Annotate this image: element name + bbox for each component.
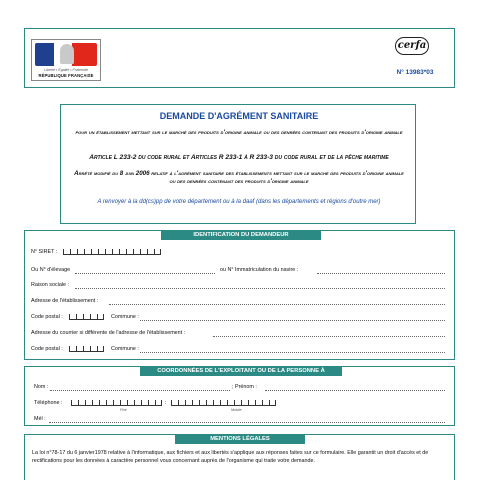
siret-label: N° SIRET : [31, 249, 58, 255]
elevage-input[interactable] [75, 273, 215, 274]
commune-label: Commune : [111, 314, 139, 320]
raison-sociale-label: Raison sociale : [31, 282, 70, 288]
form-subtitle: pour un établissement mettant sur le marché des produits d'origine animale ou des denrées contenant des produits d'origine animale [75, 129, 403, 136]
legal-articles: Article L 233-2 du code rural et Articles R 233-1 à R 233-3 du code rural et de la pêche maritime [89, 154, 389, 161]
form-title: DEMANDE D'AGRÉMENT SANITAIRE [159, 111, 319, 121]
return-instructions: A renvoyer à la dd(cs)pp de votre département ou à la daaf (dans les départements et régions d'outre mer) [97, 199, 381, 205]
adresse-label: Adresse de l'établissement : [31, 298, 99, 304]
identification-header: IDENTIFICATION DU DEMANDEUR [161, 231, 321, 240]
nom-input[interactable] [50, 390, 230, 391]
commune-courrier-label: Commune : [111, 346, 139, 352]
adresse-courrier-input[interactable] [213, 336, 445, 337]
siret-input[interactable] [63, 249, 161, 255]
navire-input[interactable] [317, 273, 445, 274]
legal-text: La loi n°78-17 du 6 janvier1978 relative à l'informatique, aux fichiers et aux libertés s'applique aux réponses faites sur ce formulaire. Elle garantit un droit d'accès et de rectifications pour les données à caractère personnel vous concernant auprès de l'organisme qui traite votre demande. [32, 450, 429, 464]
arrete-reference: Arrêté modifié du 8 juin 2006 relatif à l'agrément sanitaire des établissements mettant sur le marché des produits d'origine animale ou des denrées contenant des produits d'origine animale [74, 170, 404, 185]
prenom-label: ; Prénom : [232, 384, 257, 390]
motto-text: Liberté • Égalité • Fraternité [44, 68, 88, 72]
adresse-courrier-label: Adresse du courrier si différente de l'adresse de l'établissement : [31, 330, 186, 336]
mobile-caption: Mobile [231, 408, 242, 412]
mel-label: Mél : [34, 416, 46, 422]
elevage-label: Ou N° d'élevage [31, 267, 71, 273]
marianne-icon [60, 44, 74, 64]
code-postal-courrier-input[interactable] [69, 346, 104, 352]
coordonnees-header: COORDONNÉES DE L'EXPLOITANT OU DE LA PERSONNE À CONTACTER [140, 367, 342, 376]
cerfa-logo: cerfa [395, 37, 429, 55]
adresse-input[interactable] [109, 304, 445, 305]
nom-label: Nom : [34, 384, 49, 390]
mentions-section [24, 434, 455, 480]
republique-francaise-logo [31, 39, 101, 81]
telephone-label: Téléphone : [34, 400, 63, 406]
mel-input[interactable] [49, 422, 445, 423]
commune-courrier-input[interactable] [140, 352, 445, 353]
coordonnees-section [24, 366, 455, 426]
fixe-caption: Fixe [120, 408, 127, 412]
title-box [60, 104, 416, 224]
telephone-separator: : [165, 400, 167, 406]
telephone-mobile-input[interactable] [171, 400, 276, 406]
identification-section [24, 230, 455, 360]
commune-input[interactable] [140, 320, 445, 321]
raison-sociale-input[interactable] [75, 288, 445, 289]
code-postal-label: Code postal : [31, 314, 63, 320]
mentions-header: MENTIONS LÉGALES [175, 435, 305, 444]
form-header [24, 28, 455, 88]
cerfa-number: N° 13983*03 [396, 69, 434, 76]
republic-text: RÉPUBLIQUE FRANÇAISE [38, 73, 94, 78]
navire-label: ou N° Immatriculation du navire : [220, 267, 299, 273]
code-postal-input[interactable] [69, 314, 104, 320]
telephone-fixe-input[interactable] [71, 400, 162, 406]
prenom-input[interactable] [265, 390, 445, 391]
code-postal-courrier-label: Code postal : [31, 346, 63, 352]
tricolor-flag-icon [35, 43, 97, 66]
